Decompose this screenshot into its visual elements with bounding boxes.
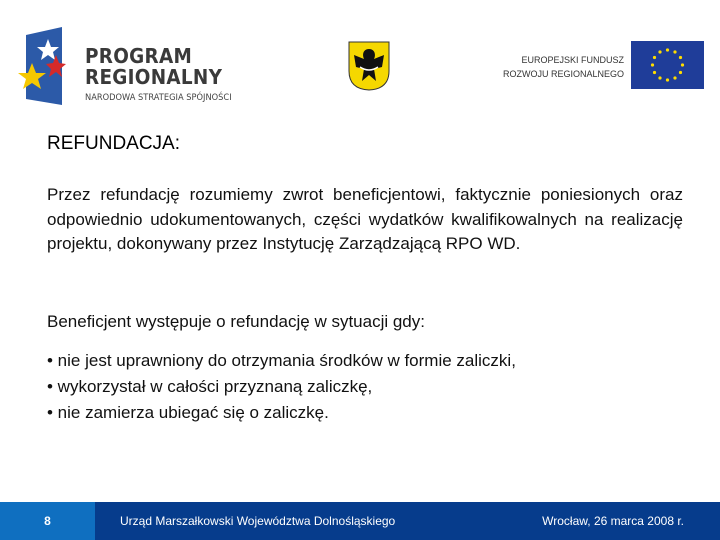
program-title-line2: REGIONALNY bbox=[85, 65, 223, 89]
program-subtitle: NARODOWA STRATEGIA SPÓJNOŚCI bbox=[85, 93, 232, 103]
page-number: 8 bbox=[0, 502, 95, 540]
conditions-intro: Beneficjent występuje o refundację w sytuacji gdy: bbox=[47, 312, 425, 331]
list-item: • nie jest uprawniony do otrzymania środków w formie zaliczki, bbox=[47, 351, 516, 370]
footer-date: Wrocław, 26 marca 2008 r. bbox=[542, 514, 684, 528]
eu-star-icon bbox=[653, 71, 656, 74]
efrr-line2: ROZWOJU REGIONALNEGO bbox=[502, 69, 624, 79]
eu-star-icon bbox=[679, 71, 682, 74]
slide-heading: REFUNDACJA: bbox=[47, 133, 181, 154]
conditions-list bbox=[47, 348, 516, 426]
eu-star-icon bbox=[681, 63, 684, 66]
list-item: • nie zamierza ubiegać się o zaliczkę. bbox=[47, 403, 329, 422]
eu-star-icon bbox=[679, 56, 682, 59]
eu-star-icon bbox=[658, 50, 661, 53]
lower-silesia-crest-icon bbox=[348, 41, 390, 91]
eu-star-icon bbox=[653, 56, 656, 59]
eu-star-icon bbox=[658, 76, 661, 79]
refund-definition: Przez refundację rozumiemy zwrot beneficjentowi, faktycznie poniesionych oraz odpowiednio udokumentowanych, części wydatków kwalifikowalnych na realizację projektu, dokonywany przez Instytucję Zarządzającą RPO WD. bbox=[47, 185, 683, 253]
program-regionalny-logo bbox=[18, 27, 66, 105]
list-item: • wykorzystał w całości przyznaną zaliczkę, bbox=[47, 377, 373, 396]
program-title-line1: PROGRAM bbox=[85, 44, 193, 68]
eu-flag-icon bbox=[631, 41, 704, 89]
eu-star-icon bbox=[651, 63, 654, 66]
efrr-label bbox=[503, 53, 624, 81]
footer-organization: Urząd Marszałkowski Województwa Dolnośląskiego bbox=[120, 514, 396, 528]
eu-star-icon bbox=[666, 78, 669, 81]
eu-star-icon bbox=[666, 48, 669, 51]
eu-star-icon bbox=[673, 50, 676, 53]
eu-star-icon bbox=[673, 76, 676, 79]
efrr-line1: EUROPEJSKI FUNDUSZ bbox=[521, 55, 624, 65]
